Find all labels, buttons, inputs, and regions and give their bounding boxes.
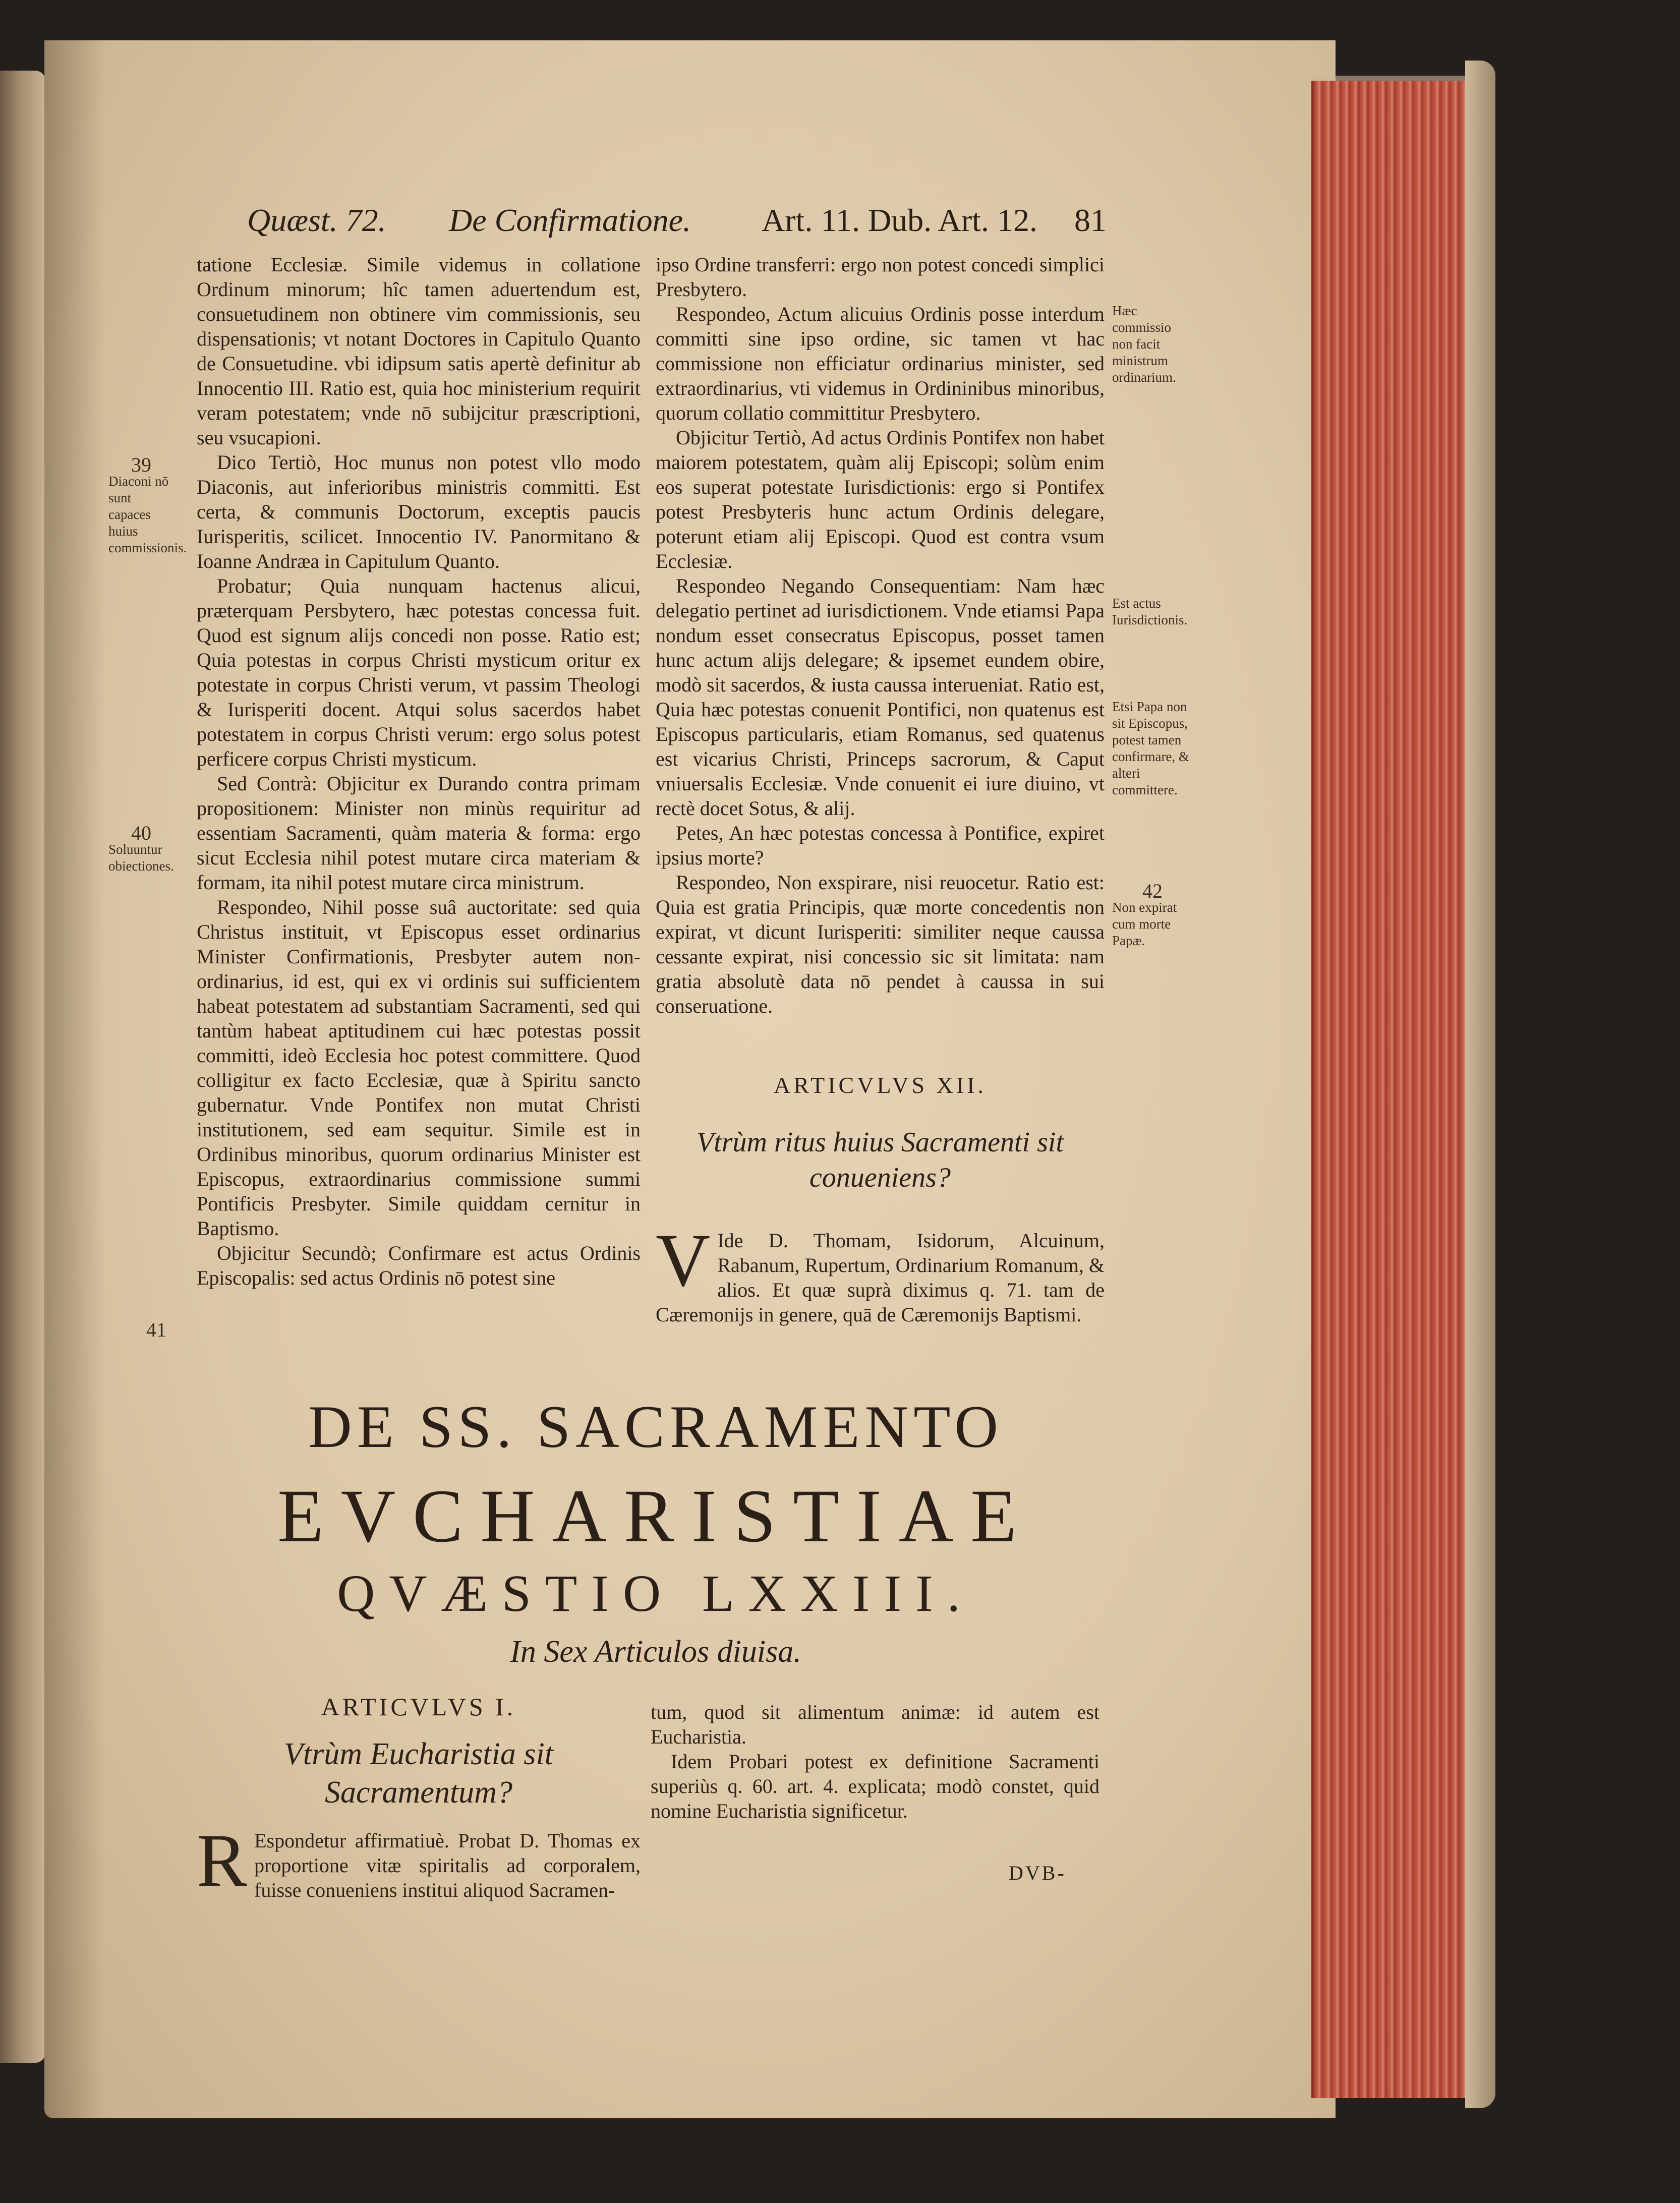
article-i-heading: ARTICVLVS I. bbox=[321, 1693, 516, 1721]
margin-text: Diaconi nō sunt capaces huius commissionis. bbox=[108, 474, 187, 555]
article-xii-body bbox=[656, 1219, 1105, 1327]
margin-note-commissio bbox=[1112, 303, 1193, 386]
margin-number: 41 bbox=[146, 1318, 166, 1341]
header-question: Quæst. 72. bbox=[247, 202, 386, 238]
article-xii-heading: ARTICVLVS XII. bbox=[774, 1072, 987, 1098]
drop-cap: R bbox=[197, 1819, 248, 1902]
title-line-2: EVCHARISTIAE bbox=[277, 1474, 1034, 1558]
header-articles: Art. 11. Dub. Art. 12. bbox=[762, 202, 1037, 238]
paragraph: tum, quod sit alimentum animæ: id autem est Eucharistia. bbox=[651, 1701, 1099, 1748]
margin-text: Soluuntur obiectiones. bbox=[108, 842, 174, 874]
drop-cap: V bbox=[656, 1219, 711, 1302]
margin-number: 39 bbox=[131, 453, 151, 476]
facing-page-edge bbox=[0, 71, 45, 2063]
margin-note-41 bbox=[136, 1318, 177, 1341]
paragraph: Sed Contrà: Objicitur ex Durando contra primam propositionem: Minister non minùs requiritur ad essentiam Sacramenti, quàm materia & forma: ergo sicut Ecclesia nihil potest mutare circa materiam & formam, ita nihil potest mutare circa ministrum. bbox=[197, 772, 641, 894]
margin-number: 42 bbox=[1142, 880, 1163, 902]
left-column bbox=[197, 252, 641, 1290]
title-subtitle: In Sex Articulos diuisa. bbox=[510, 1635, 801, 1669]
paragraph: Objicitur Secundò; Confirmare est actus Ordinis Episcopalis: sed actus Ordinis nō potest sine bbox=[197, 1242, 641, 1289]
margin-text: Hæc commissio non facit ministrum ordinarium. bbox=[1112, 303, 1176, 385]
paragraph: Respondeo, Nihil posse suâ auctoritate: sed quia Christus instituit, vt Episcopus esset ordinarius Minister Confirmationis, Presbyter autem non-ordinarius, id est, qui ex vi ordinis sui sufficientem habeat potestatem ad substantiam Sacramenti, sed qui tantùm habeat aptitudinem cui hæc potestas possit committi, ideò Ecclesia hoc potest committere. Quod colligitur ex facto Ecclesiæ, quæ à Spiritu sancto gubernatur. Vnde Pontifex non mutat Christi institutionem, sed eam sequitur. Simile est in Ordinibus minoribus, quorum ordinarius Minister est Episcopus, extraordinarius commissione summi Pontificis Presbyter. Simile quiddam cernitur in Baptismo. bbox=[197, 896, 641, 1240]
margin-text: Est actus Iurisdictionis. bbox=[1112, 596, 1188, 627]
margin-note-papa bbox=[1112, 699, 1193, 798]
paragraph: Respondeo Negando Consequentiam: Nam hæc delegatio pertinet ad iurisdictionem. Vnde etiamsi Papa nondum esset consecratus Episcopus, posset tamen hunc actum alijs delegare; & ipsemet eundem obire, modò sit sacerdos, & iusta caussa interueniat. Ratio est, Quia hæc potestas conuenit Pontifici, non quatenus est Episcopus particularis, etiam Romanus, sed quatenus est vicarius Christi, Princeps sacrorum, & Caput vniuersalis Ecclesiæ. Vnde conuenit ei iure diuino, vt rectè docet Sotus, & alij. bbox=[656, 574, 1105, 820]
margin-text: Non expirat cum morte Papæ. bbox=[1112, 900, 1177, 948]
article-i-question: Vtrùm Eucharistia sit Sacramentum? bbox=[284, 1737, 553, 1810]
running-header bbox=[247, 202, 1135, 247]
margin-note-40 bbox=[108, 822, 174, 875]
right-column bbox=[656, 252, 1105, 1018]
paragraph: Petes, An hæc potestas concessa à Pontifice, expiret ipsius morte? bbox=[656, 822, 1105, 869]
article-i-right-text bbox=[651, 1700, 1099, 1823]
paragraph: Respondeo, Actum alicuius Ordinis posse interdum committi sine ipso ordine, sic tamen vt hac commissione non efficiatur ordinarius minister, sed extraordinarius, vti videmus in Ordininibus minoribus, quorum collatio committitur Presbytero. bbox=[656, 303, 1105, 424]
title-line-1: DE SS. SACRAMENTO bbox=[308, 1393, 1004, 1460]
margin-note-39 bbox=[108, 453, 187, 556]
margin-number: 40 bbox=[131, 822, 151, 844]
header-subject: De Confirmatione. bbox=[449, 202, 691, 238]
margin-note-iurisdictio bbox=[1112, 595, 1193, 628]
paragraph: Dico Tertiò, Hoc munus non potest vllo modo Diaconis, aut inferioribus ministris committi. Est certa, & communis Doctorum, exceptis paucis Iurisperitis, scilicet. Innocentio IV. Panormitano & Ioanne Andræa in Capitulum Quanto. bbox=[197, 451, 641, 572]
title-line-3: QVÆSTIO LXXIII. bbox=[337, 1564, 974, 1622]
page-number: 81 bbox=[1074, 202, 1107, 238]
article-i-left-text bbox=[197, 1819, 641, 1902]
paragraph: tatione Ecclesiæ. Simile videmus in collatione Ordinum minorum; hîc tamen aduertendum est, consuetudinem non obtinere vim commissionis, seu dispensationis; vt notant Doctores in Capitulo Quanto de Consuetudine. vbi idipsum satis apertè definitur ab Innocentio III. Ratio est, quia hoc ministerium requirit veram potestatem; vnde nō subijcitur præscriptioni, seu vsucapioni. bbox=[197, 253, 641, 449]
article-i-text: Espondetur affirmatiuè. Probat D. Thomas ex proportione vitæ spiritalis ad corporalem, fuisse conueniens institui aliquod Sacramen- bbox=[254, 1829, 641, 1901]
article-xii-question: Vtrùm ritus huius Sacramenti sit conueniens? bbox=[696, 1127, 1064, 1193]
margin-note-42 bbox=[1112, 880, 1193, 949]
paragraph: Respondeo, Non exspirare, nisi reuocetur. Ratio est: Quia est gratia Principis, quæ morte concedentis non expirat, vt dicunt Iurisperiti: similiter neque caussa cessante expirat, nisi concessio sic sit limitata: nam gratia absolutè data nō pendet à caussa in sui conseruatione. bbox=[656, 871, 1105, 1017]
paragraph: Probatur; Quia nunquam hactenus alicui, præterquam Persbytero, hæc potestas concessa fuit. Quod est signum alijs concedi non posse. Ratio est; Quia potestas in corpus Christi mysticum oritur ex potestate in corpus Christi verum, vt passim Theologi & Iurisperiti docent. Atqui solus sacerdos habet potestatem in corpus Christi verum: ergo solus potest perficere corpus Christi mysticum. bbox=[197, 574, 641, 770]
catchword: DVB- bbox=[1009, 1862, 1066, 1884]
red-page-edges bbox=[1311, 81, 1476, 2098]
paragraph: ipso Ordine transferri: ergo non potest concedi simplici Presbytero. bbox=[656, 253, 1105, 301]
gutter-shadow bbox=[44, 40, 105, 2118]
page-rim bbox=[1465, 61, 1495, 2108]
paragraph: Objicitur Tertiò, Ad actus Ordinis Pontifex non habet maiorem potestatem, quàm alij Episcopi; solùm enim eos superat potestate Iurisdictionis: ergo si Pontifex potest Presbyteris hunc actum Ordinis delegare, poterunt etiam alij Episcopi. Quod est contra vsum Ecclesiæ. bbox=[656, 426, 1105, 572]
margin-text: Etsi Papa non sit Episcopus, potest tamen confirmare, & alteri committere. bbox=[1112, 699, 1189, 797]
article-xii-text: Ide D. Thomam, Isidorum, Alcuinum, Rabanum, Rupertum, Ordinarium Romanum, & alios. Et quæ suprà diximus q. 71. tam de Cæremonijs in genere, quā de Cæremonijs Baptismi. bbox=[656, 1229, 1105, 1326]
paragraph: Idem Probari potest ex definitione Sacramenti superiùs q. 60. art. 4. explicata; modò constet, quid nomine Eucharistia significetur. bbox=[651, 1750, 1099, 1822]
